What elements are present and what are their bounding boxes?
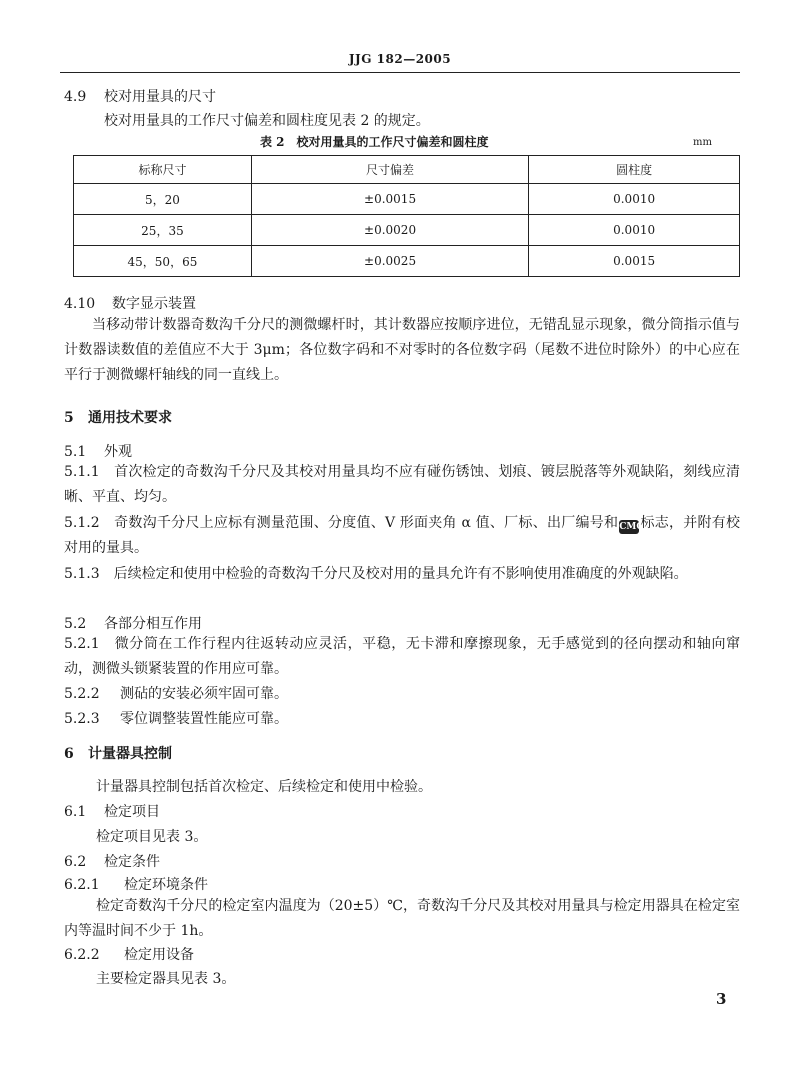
page-header: JJG 182—2005	[348, 52, 452, 66]
section-5-2-1	[64, 632, 740, 682]
section-number: 5	[64, 410, 74, 426]
section-number: 6	[64, 746, 74, 762]
section-6-2-1-body: 检定奇数沟千分尺的检定室内温度为（20±5）℃，奇数沟千分尺及其校对用量具与检定用器具在检定室内等温时间不少于 1h。	[64, 898, 740, 939]
table-cell: 0.0015	[529, 246, 740, 277]
paragraph-text: 标志，并附有校对用的量具。	[64, 515, 741, 556]
table-cell: 5，20	[74, 184, 252, 215]
cmc-logo: CMC	[619, 522, 644, 532]
header-cylindricity: 圆柱度	[529, 156, 740, 184]
section-number: 5.1	[64, 444, 87, 460]
section-number: 4.10	[64, 296, 96, 312]
section-title: 外观	[104, 444, 132, 460]
section-title: 检定用设备	[124, 947, 194, 963]
section-5-1-2	[64, 511, 740, 561]
section-5-1-3	[64, 562, 740, 587]
paragraph-text: 微分筒在工作行程内往返转动应灵活，平稳，无卡滞和摩擦现象，无手感觉到的径向摆动和轴向窜动，测微头锁紧装置的作用应可靠。	[64, 636, 740, 677]
table-row	[74, 184, 740, 215]
section-title: 检定项目	[104, 804, 160, 820]
section-title: 各部分相互作用	[104, 616, 202, 632]
paragraph-text: 后续检定和使用中检验的奇数沟千分尺及校对用的量具允许有不影响使用准确度的外观缺陷。	[113, 566, 688, 582]
header-nominal-size: 标称尺寸	[74, 156, 252, 184]
section-number: 5.1.2	[64, 515, 100, 531]
table-cell: 0.0010	[529, 215, 740, 246]
table-cell: ±0.0015	[251, 184, 528, 215]
section-number: 6.1	[64, 804, 87, 820]
paragraph-text: 主要检定器具见表 3。	[96, 971, 236, 987]
table-row	[74, 215, 740, 246]
table-header-row	[74, 156, 740, 184]
paragraph-text: 检定项目见表 3。	[96, 829, 208, 845]
section-number: 5.1.3	[64, 566, 100, 582]
header-size-deviation: 尺寸偏差	[251, 156, 528, 184]
paragraph-text: 校对用量具的工作尺寸偏差和圆柱度见表 2 的规定。	[104, 113, 430, 129]
section-number: 5.2.3	[64, 711, 100, 727]
section-number: 5.2.2	[64, 686, 100, 702]
table-cell: ±0.0020	[251, 215, 528, 246]
table-caption: 表 2 校对用量具的工作尺寸偏差和圆柱度	[260, 135, 489, 149]
paragraph-text: 测砧的安装必须牢固可靠。	[120, 686, 288, 702]
section-title: 数字显示装置	[112, 296, 196, 312]
paragraph-text: 首次检定的奇数沟千分尺及其校对用量具均不应有碰伤锈蚀、划痕、镀层脱落等外观缺陷，刻线应清晰、平直、均匀。	[64, 464, 741, 505]
section-number: 6.2.2	[64, 947, 100, 963]
section-title: 校对用量具的尺寸	[104, 89, 216, 105]
header-rule	[60, 72, 740, 73]
page-number: 3	[716, 990, 727, 1008]
section-number: 5.2	[64, 616, 87, 632]
table-cell: 45，50，65	[74, 246, 252, 277]
paragraph-text: 零位调整装置性能应可靠。	[120, 711, 288, 727]
table-unit: mm	[693, 137, 712, 148]
table-cell: ±0.0025	[251, 246, 528, 277]
table-cell: 0.0010	[529, 184, 740, 215]
section-title: 检定条件	[104, 854, 160, 870]
section-title: 计量器具控制	[88, 746, 172, 762]
paragraph-text: 计量器具控制包括首次检定、后续检定和使用中检验。	[96, 779, 432, 795]
section-number: 4.9	[64, 89, 87, 105]
section-5-1-1	[64, 460, 740, 510]
section-number: 5.1.1	[64, 464, 100, 480]
section-4-10-body: 当移动带计数器奇数沟千分尺的测微螺杆时，其计数器应按顺序进位，无错乱显示现象，微分筒指示值与计数器读数值的差值应不大于 3μm；各位数字码和不对零时的各位数字码（尾数不进位时除外）的中心应在平行于测微螺杆轴线的同一直线上。	[64, 317, 740, 383]
section-number: 5.2.1	[64, 636, 100, 652]
table-row	[74, 246, 740, 277]
section-title: 通用技术要求	[88, 410, 172, 426]
tolerance-table	[73, 155, 740, 277]
table-cell: 25，35	[74, 215, 252, 246]
paragraph-text: 奇数沟千分尺上应标有测量范围、分度值、V 形面夹角 α 值、厂标、出厂编号和	[114, 515, 619, 531]
section-number: 6.2	[64, 854, 87, 870]
section-number: 6.2.1	[64, 877, 100, 893]
section-title: 检定环境条件	[124, 877, 208, 893]
